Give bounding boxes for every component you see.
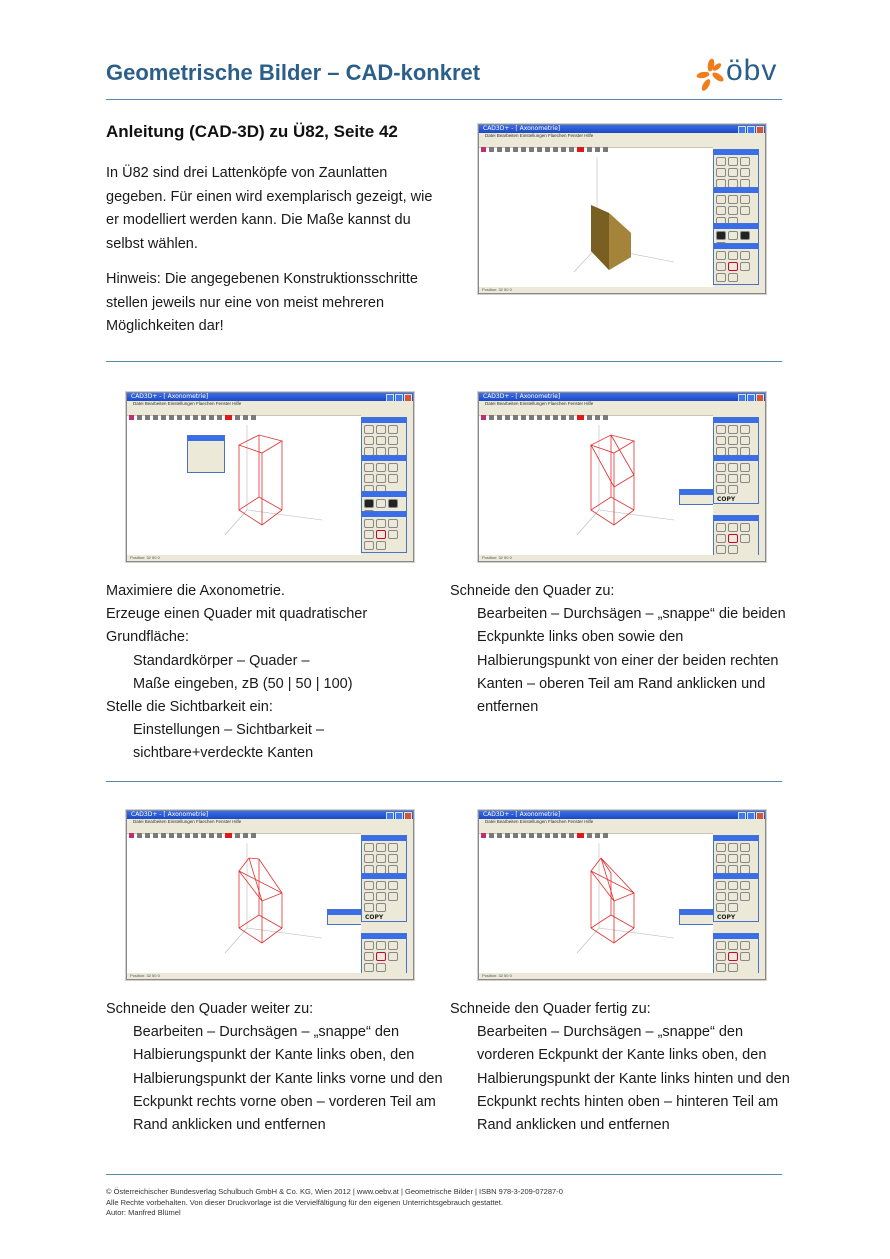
- footer-rule: [106, 1174, 782, 1175]
- header-rule: [106, 99, 782, 100]
- step-1-line: Maximiere die Axonometrie.: [106, 583, 285, 599]
- step-1-text: [106, 580, 446, 766]
- status-bar: Position: 32 50 0: [479, 555, 765, 561]
- axonometry-box: [127, 415, 361, 555]
- step-4-text: [450, 998, 790, 1137]
- oebv-star-icon: [696, 58, 726, 92]
- step-4-indent: Bearbeiten – Durchsägen – „snappe“ den vorderen Eckpunkt der Kante links oben, den Halbierungspunkt der Kante links hinten und den Eckpunkt rechts hinten oben – hinteren Teil am Rand anklicken und entfernen: [477, 1024, 790, 1134]
- step-1-indent: Maße eingeben, zB (50 | 50 | 100): [133, 675, 353, 692]
- quader-dialog: [187, 435, 225, 473]
- step-2-text: [450, 580, 790, 719]
- step-1-line: Stelle die Sichtbarkeit ein:: [106, 699, 273, 716]
- cad-screenshot-cut-1: CAD3D+ - [ Axonometrie] Datei Bearbeiten Einstellungen Flaechen Fenster Hilfe COPY Position: 32 50 0: [478, 392, 766, 562]
- step-2-indent: Bearbeiten – Durchsägen – „snappe“ die beiden Eckpunkte links oben sowie den Halbierungspunkt von einer der beiden rechten Kanten – oberen Teil am Rand anklicken und entfernen: [477, 606, 786, 716]
- visibility-dialog: [679, 909, 717, 925]
- section-heading: Anleitung (CAD-3D) zu Ü82, Seite 42: [106, 122, 398, 141]
- logo-text: öbv: [726, 54, 778, 87]
- cad-screenshot-cut-2: CAD3D+ - [ Axonometrie] Datei Bearbeiten Einstellungen Flaechen Fenster Hilfe COPY Position: 32 50 0: [126, 810, 414, 980]
- axonometry-solid: [479, 147, 713, 287]
- status-bar: Position: 32 50 0: [127, 555, 413, 561]
- intro-text: [106, 162, 446, 351]
- menu-bar: Datei Bearbeiten Einstellungen Flaechen Fenster Hilfe: [127, 401, 413, 407]
- step-2-line: Schneide den Quader zu:: [450, 583, 615, 599]
- window-title: CAD3D+ - [ Axonometrie]: [483, 811, 561, 818]
- axonometry-cut-3: [479, 833, 713, 973]
- status-bar: Position: 32 50 0: [127, 973, 413, 979]
- menu-bar: Datei Bearbeiten Einstellungen Flaechen Fenster Hilfe: [479, 133, 765, 139]
- step-1-indent: sichtbare+verdeckte Kanten: [133, 745, 314, 762]
- window-title: CAD3D+ - [ Axonometrie]: [131, 393, 209, 400]
- cad-screenshot-solid: [478, 124, 766, 294]
- menu-bar: Datei Bearbeiten Einstellungen Flaechen Fenster Hilfe: [479, 819, 765, 825]
- section-rule-1: [106, 361, 782, 362]
- section-rule-2: [106, 781, 782, 782]
- status-bar: Position: 32 50 0: [479, 973, 765, 979]
- step-3-indent: Bearbeiten – Durchsägen – „snappe“ den Halbierungspunkt der Kante links oben, den Halbierungspunkt der Kante links vorne und den Eckpunkt rechts vorne oben – vorderen Teil am Rand anklicken und entfernen: [133, 1024, 443, 1134]
- visibility-dialog: [679, 489, 717, 505]
- footer-copyright: © Österreichischer Bundesverlag Schulbuch GmbH & Co. KG, Wien 2012 | www.oebv.at | Geometrische Bilder | ISBN 978-3-209-07287-0: [106, 1187, 563, 1196]
- step-1-line: Erzeuge einen Quader mit quadratischer Grundfläche:: [106, 606, 368, 646]
- footer-rights: Alle Rechte vorbehalten. Von dieser Druckvorlage ist die Vervielfältigung für den eigenen Unterrichtsgebrauch gestattet.: [106, 1197, 503, 1207]
- step-3-text: [106, 998, 446, 1137]
- step-4-line: Schneide den Quader fertig zu:: [450, 1001, 651, 1017]
- cad-screenshot-box: [126, 392, 414, 562]
- footer-author: Autor: Manfred Blümel: [106, 1208, 181, 1217]
- window-title: CAD3D+ - [ Axonometrie]: [483, 393, 561, 400]
- status-bar: Position: 32 50 0: [479, 287, 765, 293]
- menu-bar: Datei Bearbeiten Einstellungen Flaechen Fenster Hilfe: [127, 819, 413, 825]
- intro-paragraph-1: In Ü82 sind drei Lattenköpfe von Zaunlatten gegeben. Für einen wird exemplarisch gezeigt, wie er modelliert werden kann. Die Maße kannst du selbst wählen.: [106, 165, 433, 252]
- oebv-logo: [696, 54, 786, 92]
- page-title: Geometrische Bilder – CAD-konkret: [106, 60, 481, 85]
- axonometry-cut-2: [127, 833, 361, 973]
- axonometry-cut-1: [479, 415, 713, 555]
- window-title: CAD3D+ - [ Axonometrie]: [483, 125, 561, 132]
- step-3-line: Schneide den Quader weiter zu:: [106, 1001, 314, 1017]
- menu-bar: Datei Bearbeiten Einstellungen Flaechen Fenster Hilfe: [479, 401, 765, 407]
- intro-paragraph-2: Hinweis: Die angegebenen Konstruktionsschritte stellen jeweils nur eine von meist mehreren Möglichkeiten dar!: [106, 271, 418, 334]
- window-title: CAD3D+ - [ Axonometrie]: [131, 811, 209, 818]
- footer: [106, 1187, 563, 1219]
- visibility-dialog: [327, 909, 365, 925]
- cad-screenshot-cut-3: CAD3D+ - [ Axonometrie] Datei Bearbeiten Einstellungen Flaechen Fenster Hilfe COPY Position: 32 50 0: [478, 810, 766, 980]
- step-1-indent: Standardkörper – Quader –: [133, 652, 310, 669]
- step-1-indent: Einstellungen – Sichtbarkeit –: [133, 722, 325, 739]
